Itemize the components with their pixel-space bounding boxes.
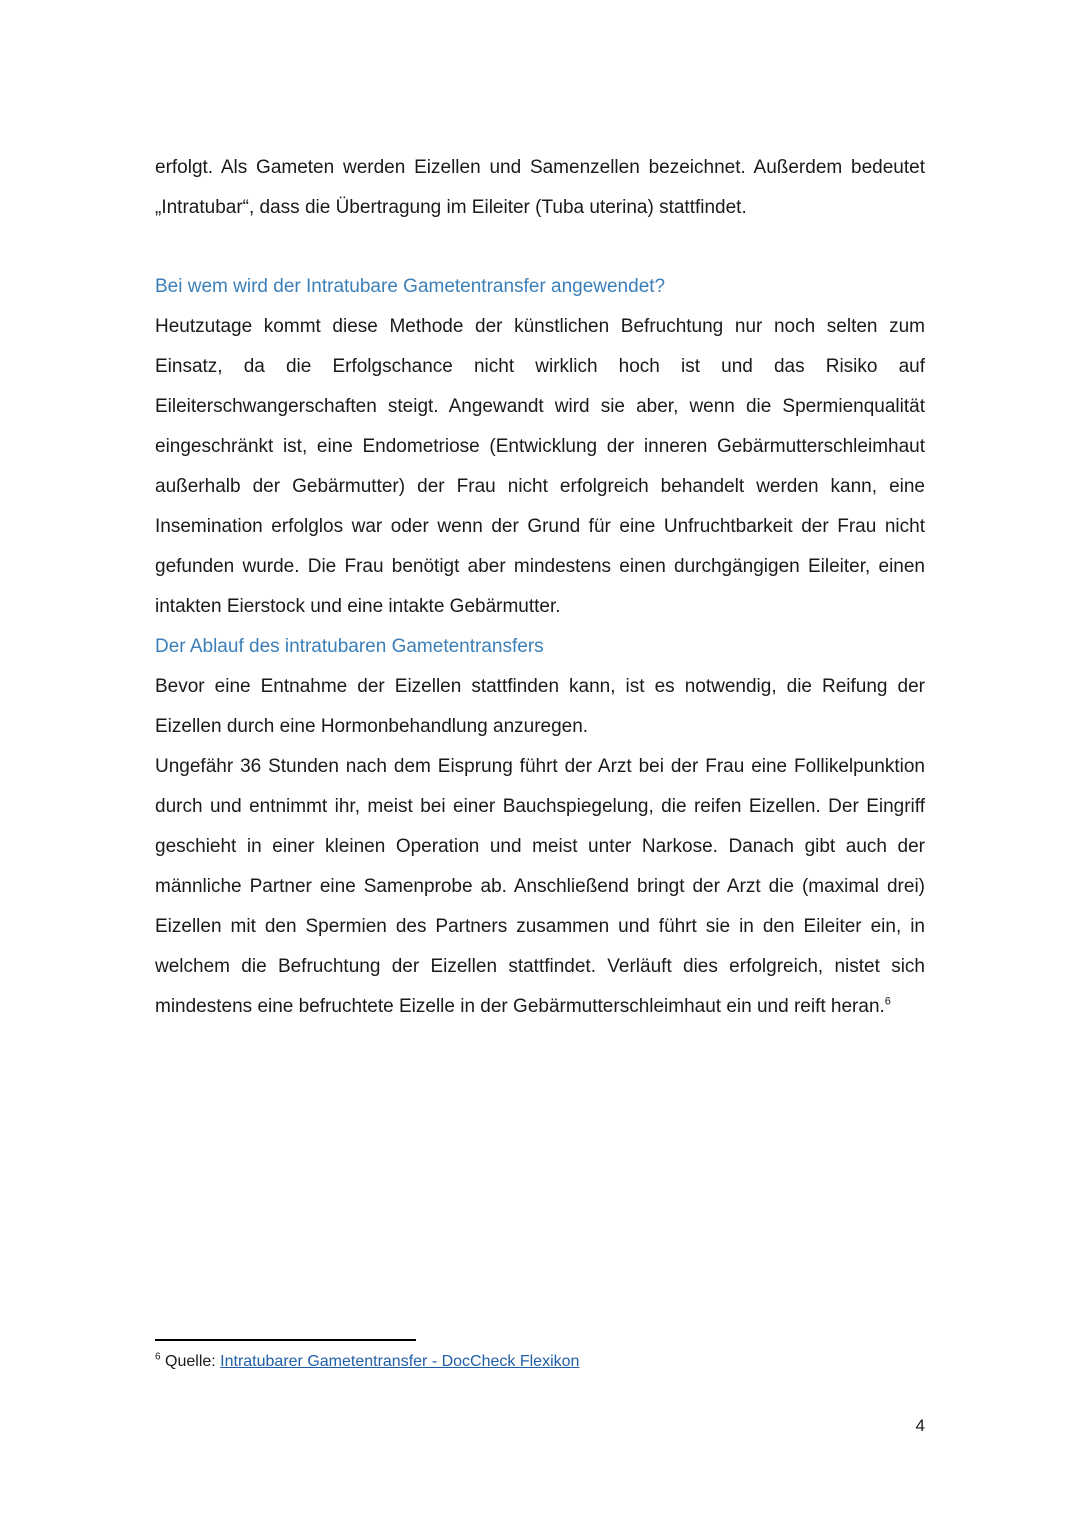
paragraph-process-1: Bevor eine Entnahme der Eizellen stattfinden kann, ist es notwendig, die Reifung der Eizellen durch eine Hormonbehandlung anzuregen. [155, 676, 925, 737]
heading-process: Der Ablauf des intratubaren Gametentransfers [155, 636, 544, 657]
page-number: 4 [915, 1416, 925, 1435]
paragraph-usage: Heutzutage kommt diese Methode der künstlichen Befruchtung nur noch selten zum Einsatz, da die Erfolgschance nicht wirklich hoch ist und das Risiko auf Eileiterschwangerschaften steigt. Angewandt wird sie aber, wenn die Spermienqualität eingeschränkt ist, eine Endometriose (Entwicklung der inneren Gebärmutterschleimhaut außerhalb der Gebärmutter) der Frau nicht erfolgreich behandelt werden kann, eine Insemination erfolglos war oder wenn der Grund für eine Unfruchtbarkeit der Frau nicht gefunden wurde. Die Frau benötigt aber mindestens einen durchgängigen Eileiter, einen intakten Eierstock und eine intakte Gebärmutter. [155, 316, 925, 617]
paragraph-process-2 [155, 747, 925, 1027]
footnote-source-link[interactable]: Intratubarer Gametentransfer - DocCheck Flexikon [220, 1353, 580, 1370]
footnote-number: 6 [155, 1351, 161, 1363]
spacer [155, 228, 925, 267]
footnote [155, 1350, 925, 1374]
paragraph-process-2-text: Ungefähr 36 Stunden nach dem Eisprung führt der Arzt bei der Frau eine Follikelpunktion durch und entnimmt ihr, meist bei einer Bauchspiegelung, die reifen Eizellen. Der Eingriff geschieht in einer kleinen Operation und meist unter Narkose. Danach gibt auch der männliche Partner eine Samenprobe ab. Anschließend bringt der Arzt die (maximal drei) Eizellen mit den Spermien des Partners zusammen und führt sie in den Eileiter ein, in welchem die Befruchtung der Eizellen stattfindet. Verläuft dies erfolgreich, nistet sich mindestens eine befruchtete Eizelle in der Gebärmutterschleimhaut ein und reift heran. [155, 756, 925, 1017]
footnote-reference[interactable]: 6 [884, 995, 891, 1008]
paragraph-intro: erfolgt. Als Gameten werden Eizellen und Samenzellen bezeichnet. Außerdem bedeutet „Intratubar“, dass die Übertragung im Eileiter (Tuba uterina) stattfindet. [155, 157, 925, 218]
footnote-prefix: Quelle: [165, 1353, 221, 1370]
footnote-separator [155, 1339, 416, 1341]
main-content [155, 148, 925, 1027]
heading-usage: Bei wem wird der Intratubare Gametentransfer angewendet? [155, 276, 666, 297]
